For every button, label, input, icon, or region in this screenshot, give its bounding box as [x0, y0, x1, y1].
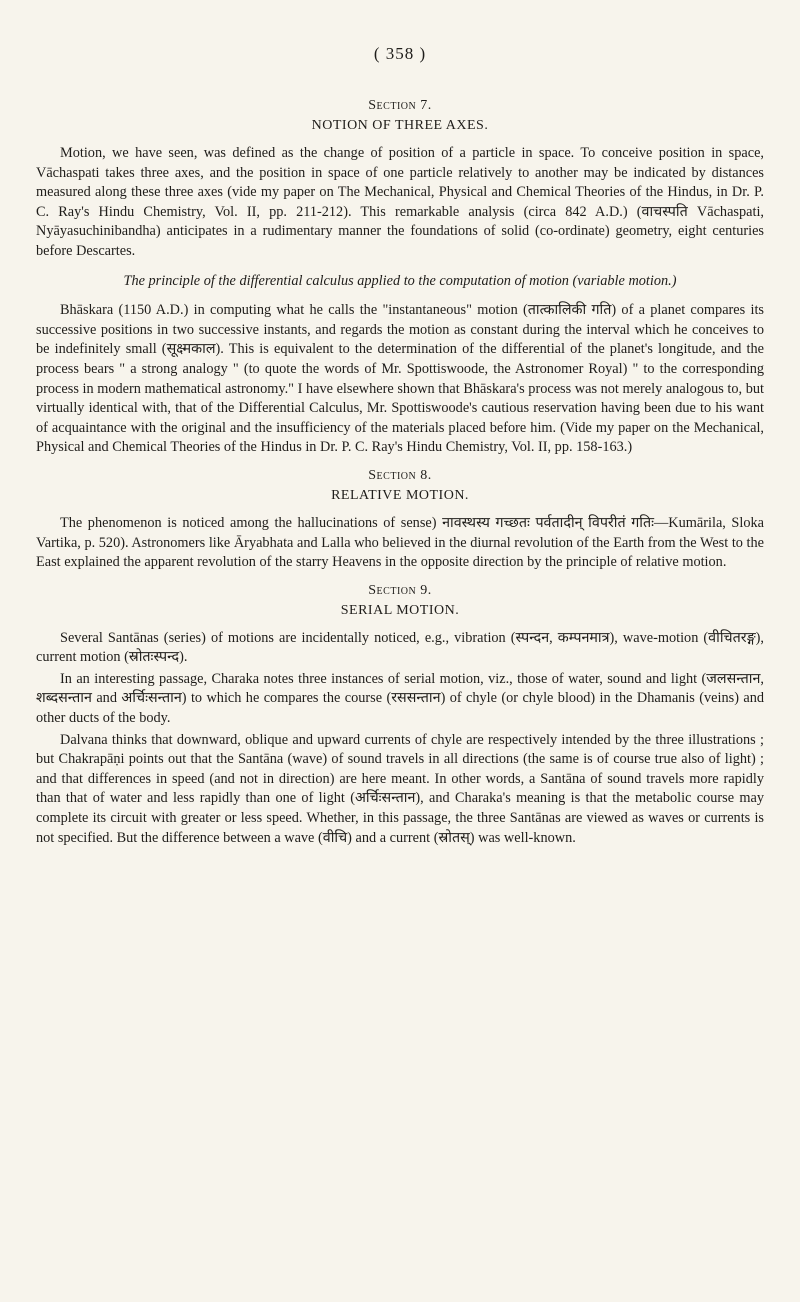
paragraph: In an interesting passage, Charaka notes three instances of serial motion, viz., those of water, sound and light (जलसन्तान, शब्दसन्तान and अर्चिःसन्तान) to which he compares the course (रससन्तान) of chyle (or chyle blood) in the Dhamanis (veins) and other ducts of the body.	[36, 670, 764, 727]
section-8	[36, 468, 764, 573]
paragraph: Bhāskara (1150 A.D.) in computing what he calls the "instantaneous" motion (तात्कालिकी गति) of a planet compares its successive positions in two successive instants, and regards the motion as constant during the interval which he conceives to be indefinitely small (सूक्ष्मकाल). This is equivalent to the determination of the differential of the planet's longitude, and the process bears " a strong analogy " (to quote the words of Mr. Spottiswoode, the Astronomer Royal) " to the corresponding process in modern mathematical astronomy." I have elsewhere shown that Bhāskara's process was not merely analogous to, but virtually identical with, that of the Differential Calculus, Mr. Spottiswoode's cautious reservation having been due to his want of acquaintance with the original and the insufficiency of the materials placed before him. (Vide my paper on the Mechanical, Physical and Chemical Theories of the Hindus in Dr. P. C. Ray's Hindu Chemistry, Vol. II, pp. 158-163.)	[36, 302, 764, 456]
subheading: The principle of the differential calculus applied to the computation of motion (variable motion.)	[123, 272, 677, 289]
section-label: Section 9.	[368, 582, 432, 598]
section-heading: RELATIVE MOTION.	[331, 487, 469, 503]
paragraph: Dalvana thinks that downward, oblique and upward currents of chyle are respectively intended by the three illustrations ; but Chakrapāṇi points out that the Santāna (wave) of sound travels in all directions (the same is of course true also of light) ; and that differences in speed (and not in direction) are here meant. In other words, a Santāna of sound travels more rapidly than that of water and less rapidly than one of light (अर्चिःसन्तान), and Charaka's meaning is that the metabolic course may complete its circuit with greater or less speed. Whether, in this passage, the three Santānas are viewed as waves or currents is not specified. But the difference between a wave (वीचि) and a current (स्रोतस्) was well-known.	[36, 731, 764, 846]
page-number: ( 358 )	[373, 44, 427, 63]
paragraph: Several Santānas (series) of motions are incidentally noticed, e.g., vibration (स्पन्दन, कम्पनमात्र), wave-motion (वीचितरङ्ग), current motion (स्रोतःस्पन्द).	[36, 629, 764, 666]
section-7	[36, 98, 764, 458]
section-heading: SERIAL MOTION.	[340, 602, 460, 618]
section-label: Section 8.	[368, 467, 432, 483]
section-heading: NOTION OF THREE AXES.	[311, 118, 489, 133]
paragraph: Motion, we have seen, was defined as the change of position of a particle in space. To conceive position in space, Vāchaspati takes three axes, and the position in space of one particle relatively to another may be indicated by distances measured along these three axes (vide my paper on The Mechanical, Physical and Chemical Theories of the Hindus, in Dr. P. C. Ray's Hindu Chemistry, Vol. II, pp. 211-212). This remarkable analysis (circa 842 A.D.) (वाचस्पति Vāchaspati, Nyāyasuchinibandha) anticipates in a rudimentary manner the foundations of solid (co-ordinate) geometry, eight centuries before Descartes.	[36, 145, 764, 259]
section-9	[36, 583, 764, 849]
section-label: Section 7.	[368, 98, 432, 113]
paragraph: The phenomenon is noticed among the hallucinations of sense) नावस्थस्य गच्छतः पर्वतादीन् विपरीतं गतिः—Kumārila, Sloka Vartika, p. 520). Astronomers like Āryabhata and Lalla who believed in the diurnal revolution of the Earth from the West to the East explained the apparent revolution of the starry Heavens in the opposite direction by the principle of relative motion.	[36, 514, 764, 571]
